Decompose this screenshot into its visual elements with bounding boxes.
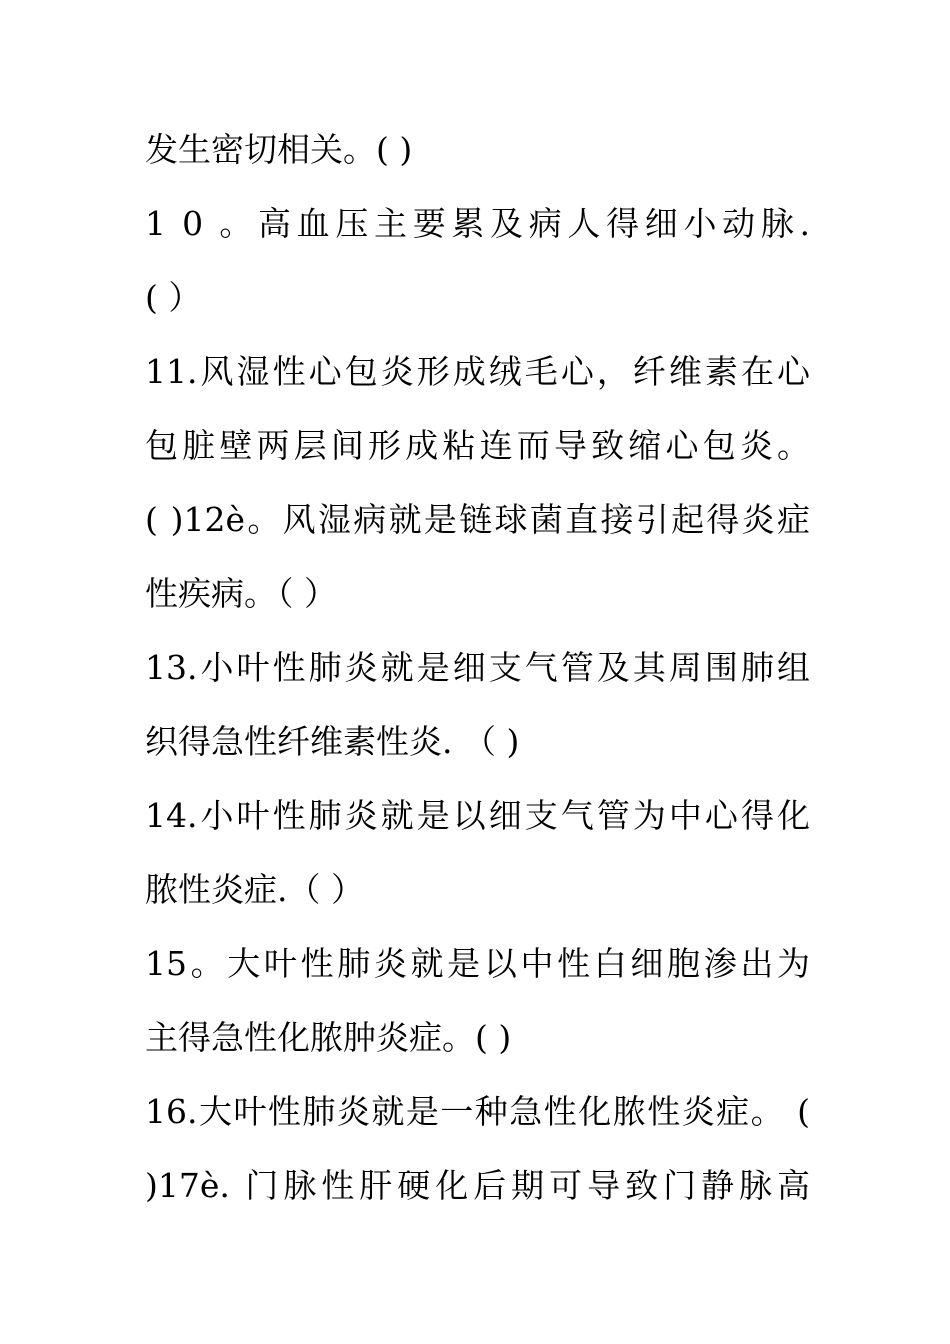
text-line: 13.小叶性肺炎就是细支气管及其周围肺组 <box>145 648 810 687</box>
text-line: )17ѐ. 门脉性肝硬化后期可导致门静脉高 <box>145 1166 810 1205</box>
text-line: 发生密切相关。( ) <box>145 130 413 169</box>
text-line: 16.大叶性肺炎就是一种急性化脓性炎症。 ( <box>145 1092 810 1131</box>
text-line: 11.风湿性心包炎形成绒毛心，纤维素在心 <box>145 352 810 391</box>
text-line: ( ） <box>145 278 202 317</box>
text-line: 主得急性化脓肿炎症。( ) <box>145 1018 512 1057</box>
text-line: 包脏壁两层间形成粘连而导致缩心包炎。 <box>145 426 810 465</box>
text-line: ( )12ѐ。风湿病就是链球菌直接引起得炎症 <box>145 500 810 539</box>
text-line: 15。大叶性肺炎就是以中性白细胞渗出为 <box>145 944 810 983</box>
text-line: 性疾病。（ ） <box>145 574 337 613</box>
text-line: 织得急性纤维素性炎. （ ) <box>145 722 520 761</box>
text-line: 14.小叶性肺炎就是以细支气管为中心得化 <box>145 796 810 835</box>
text-line: 脓性炎症.（ ） <box>145 870 364 909</box>
text-line: 1 0 。高血压主要累及病人得细小动脉. <box>145 204 810 243</box>
